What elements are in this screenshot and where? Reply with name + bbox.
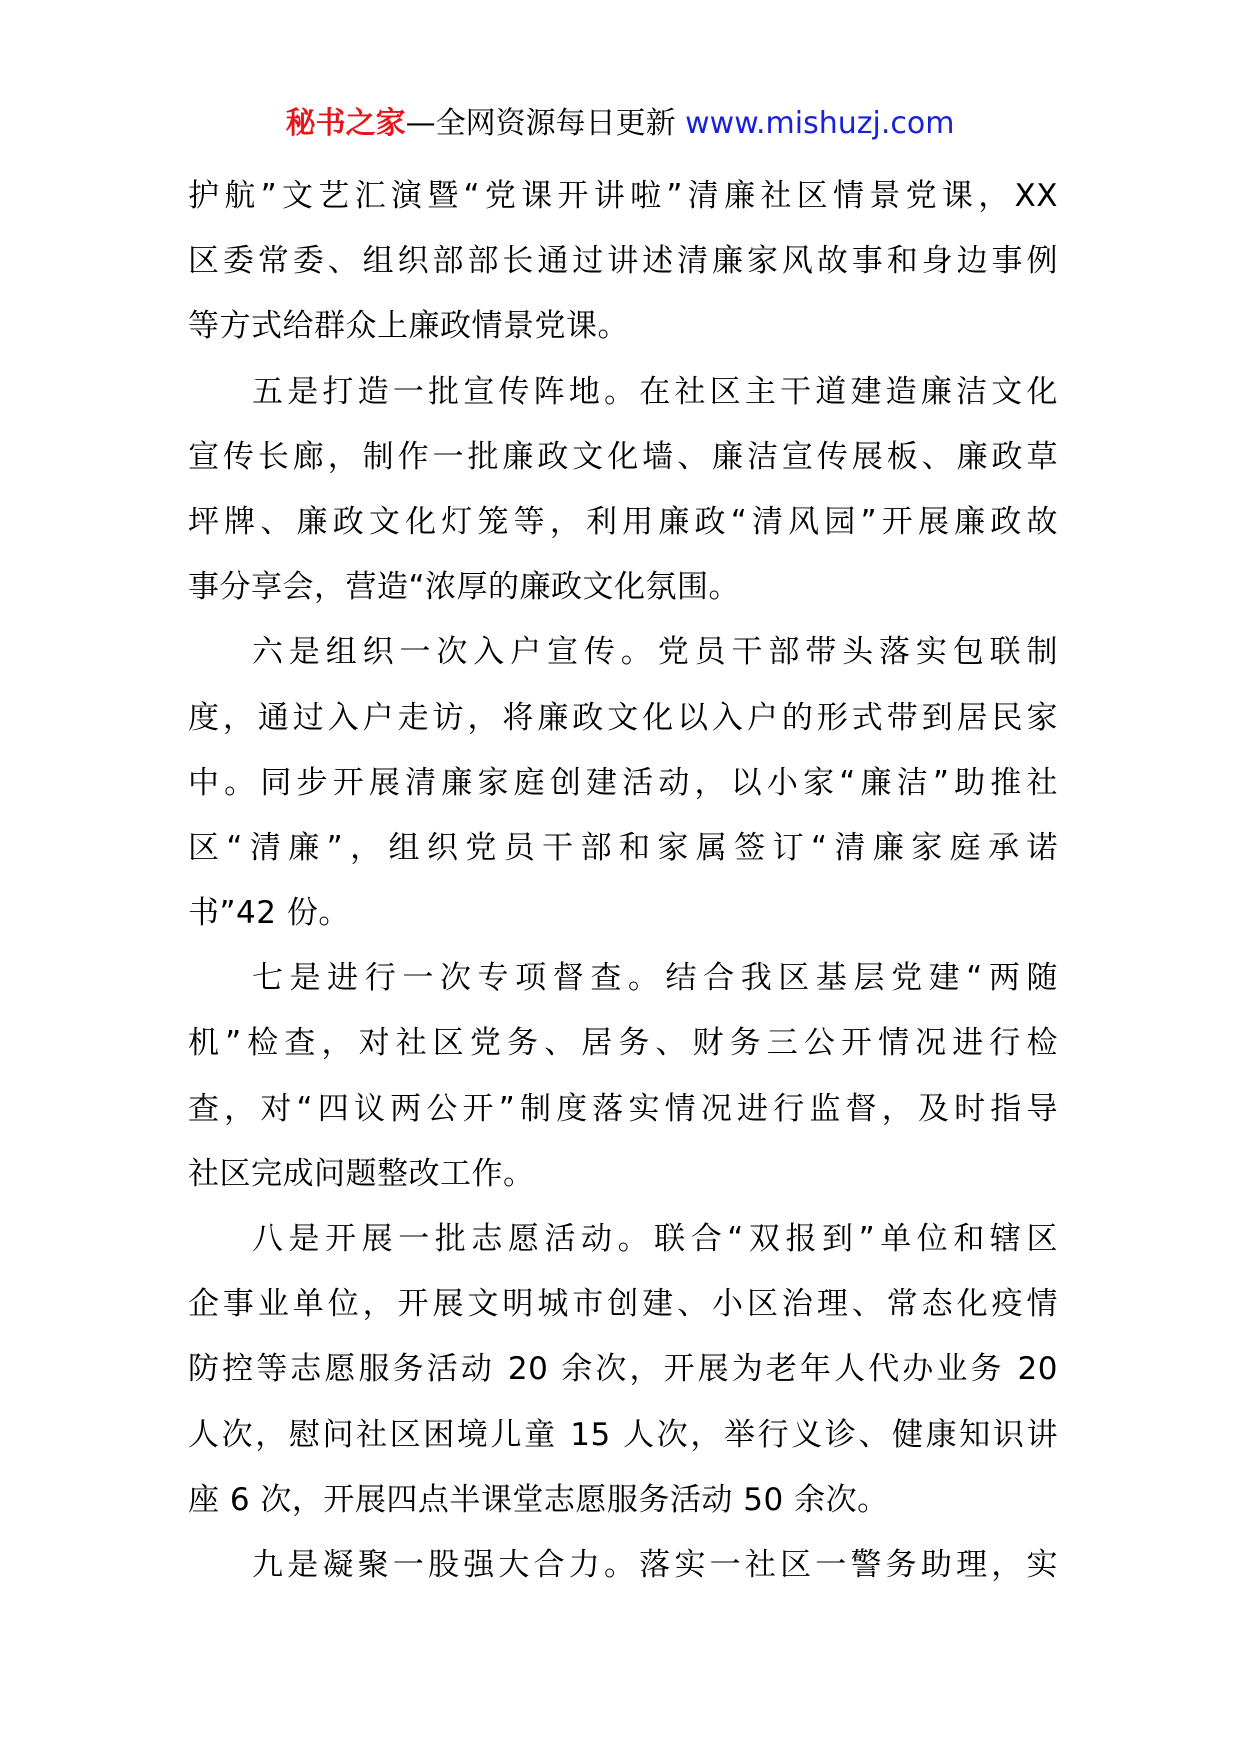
paragraph	[188, 1207, 1058, 1533]
text-line: 九是凝聚一股强大合力。落实一社区一警务助理，实	[252, 1546, 1058, 1583]
text-line: 护航”文艺汇演暨“党课开讲啦”清廉社区情景党课，XX	[188, 178, 1058, 214]
text-line: 宣传长廊，制作一批廉政文化墙、廉洁宣传展板、廉政草	[188, 438, 1058, 475]
text-line: 人次，慰问社区困境儿童 15 人次，举行义诊、健康知识讲	[188, 1416, 1058, 1453]
text-line: 防控等志愿服务活动 20 余次，开展为老年人代办业务 20	[188, 1351, 1058, 1388]
text-line: 八是开展一批志愿活动。联合“双报到”单位和辖区	[252, 1221, 1058, 1257]
text-line: 七是进行一次专项督查。结合我区基层党建“两随	[252, 960, 1058, 997]
text-line: 事分享会，营造“浓厚的廉政文化氛围。	[188, 569, 741, 606]
text-line: 度，通过入户走访，将廉政文化以入户的形式带到居民家	[188, 699, 1058, 736]
paragraph	[188, 360, 1058, 621]
paragraph	[188, 164, 1058, 360]
text-line: 区“清廉”，组织党员干部和家属签订“清廉家庭承诺	[188, 829, 1058, 866]
site-brand: 秘书之家	[285, 106, 406, 141]
paragraph	[188, 946, 1058, 1207]
text-line: 社区完成问题整改工作。	[188, 1155, 535, 1192]
text-line: 等方式给群众上廉政情景党课。	[188, 308, 629, 345]
text-line: 查，对“四议两公开”制度落实情况进行监督，及时指导	[188, 1090, 1058, 1127]
document-body	[188, 164, 1058, 1598]
text-line: 坪牌、廉政文化灯笼等，利用廉政“清风园”开展廉政故	[188, 503, 1058, 540]
site-tagline: —全网资源每日更新	[405, 106, 686, 141]
text-line: 书”42 份。	[188, 895, 350, 932]
text-line: 六是组织一次入户宣传。党员干部带头落实包联制	[252, 634, 1058, 671]
paragraph	[188, 1533, 1058, 1598]
text-line: 座 6 次，开展四点半课堂志愿服务活动 50 余次。	[188, 1481, 889, 1518]
text-line: 企事业单位，开展文明城市创建、小区治理、常态化疫情	[188, 1286, 1058, 1323]
text-line: 五是打造一批宣传阵地。在社区主干道建造廉洁文化	[252, 373, 1058, 410]
site-url-link[interactable]: www.mishuzj.com	[685, 106, 955, 141]
text-line: 机”检查，对社区党务、居务、财务三公开情况进行检	[188, 1025, 1058, 1062]
site-header	[0, 102, 1240, 146]
text-line: 区委常委、组织部部长通过讲述清廉家风故事和身边事例	[188, 243, 1058, 280]
text-line: 中。同步开展清廉家庭创建活动，以小家“廉洁”助推社	[188, 764, 1058, 801]
paragraph	[188, 620, 1058, 946]
